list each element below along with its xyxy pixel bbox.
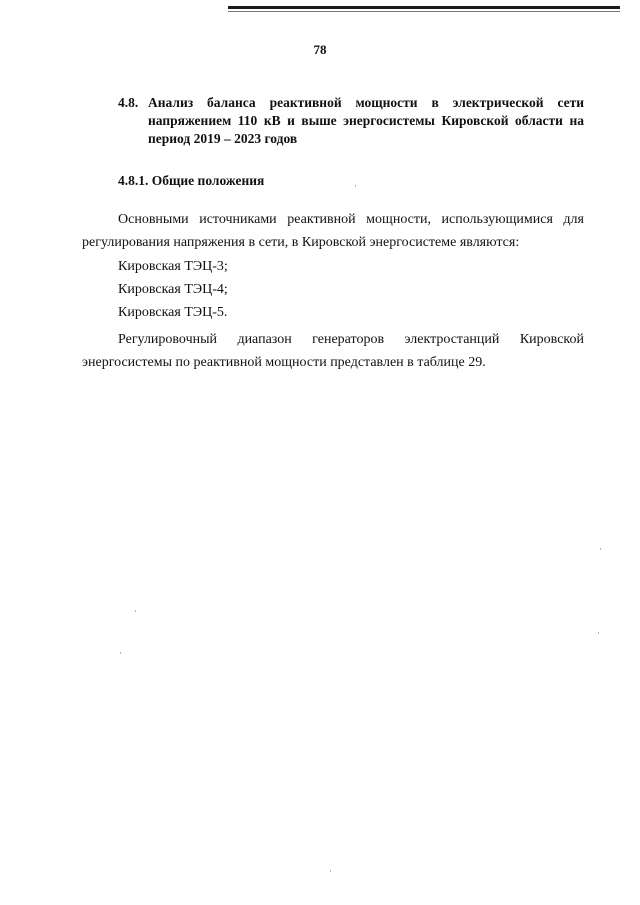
scan-speck bbox=[355, 185, 356, 187]
scan-speck bbox=[120, 652, 121, 654]
scan-speck bbox=[135, 610, 136, 612]
regulation-range-paragraph: Регулировочный диапазон генераторов электростанций Кировской энергосистемы по реактивной мощности представлен в таблице 29. bbox=[82, 332, 584, 370]
intro-paragraph: Основными источниками реактивной мощности, использующимися для регулирования напряжения в сети, в Кировской энергосистеме являются: bbox=[82, 212, 584, 250]
top-border-line bbox=[228, 6, 620, 9]
subsection-heading: 4.8.1. Общие положения bbox=[118, 173, 265, 188]
page-number: 78 bbox=[313, 42, 327, 57]
section-heading bbox=[118, 94, 584, 148]
scan-speck bbox=[598, 632, 599, 634]
source-item-tec5: Кировская ТЭЦ-5. bbox=[118, 305, 228, 320]
source-item-tec4: Кировская ТЭЦ-4; bbox=[118, 282, 228, 297]
section-title: Анализ баланса реактивной мощности в электрической сети напряжением 110 кВ и выше энергосистемы Кировской области на период 2019 – 2023 годов bbox=[148, 95, 584, 146]
scan-speck bbox=[600, 548, 601, 550]
top-border-shadow-line bbox=[228, 11, 620, 12]
section-number: 4.8. bbox=[118, 95, 139, 110]
scan-speck bbox=[330, 870, 331, 872]
source-item-tec3: Кировская ТЭЦ-3; bbox=[118, 259, 228, 274]
